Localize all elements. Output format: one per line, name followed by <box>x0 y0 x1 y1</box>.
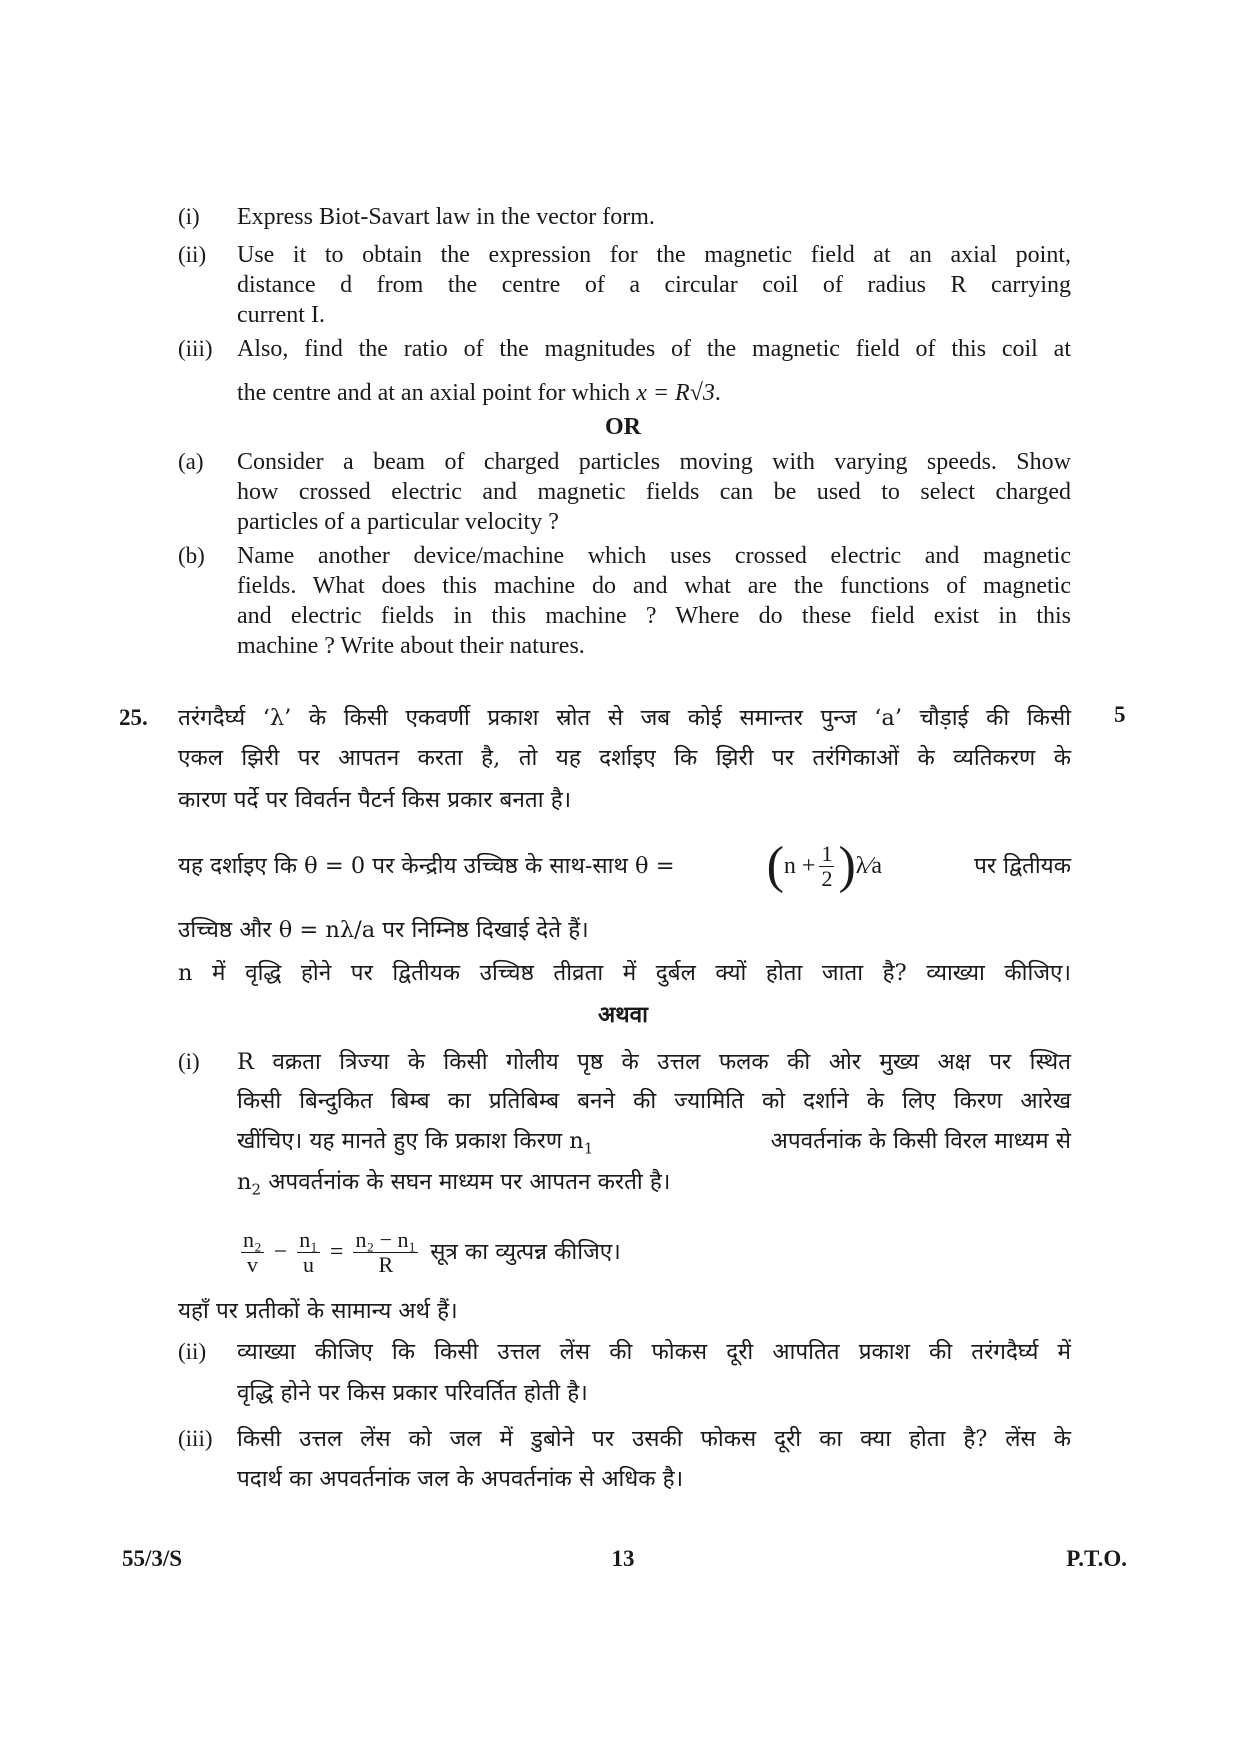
text: पर द्वितीयक <box>974 853 1071 879</box>
denominator: v <box>246 1251 258 1277</box>
math-expression <box>766 837 883 894</box>
question-text: किसी उत्तल लेंस को जल में डुबोने पर उसकी फोकस दूरी का क्या होता है? लेंस के <box>237 1426 1071 1452</box>
denominator: 2 <box>821 865 833 891</box>
text: . <box>714 380 721 406</box>
operator: = <box>329 1239 344 1265</box>
text <box>237 1126 593 1164</box>
text: सूत्र का व्युत्पन्न कीजिए। <box>430 1239 621 1265</box>
text: अपवर्तनांक के किसी विरल माध्यम से <box>770 1128 1071 1154</box>
question-text: current I. <box>237 302 325 328</box>
item-label-iii: (iii) <box>178 1426 213 1451</box>
fraction <box>241 1228 264 1277</box>
item-label-i: (i) <box>178 204 200 229</box>
item-label-ii: (ii) <box>178 242 207 267</box>
question-text <box>237 1126 1071 1164</box>
operator: − <box>273 1239 288 1265</box>
numerator: 1 <box>821 840 833 866</box>
equation-line <box>237 1224 621 1280</box>
fraction <box>819 842 834 891</box>
question-text: and electric fields in this machine ? Where do these field exist in this <box>237 603 1071 629</box>
question-text: how crossed electric and magnetic fields can be used to select charged <box>237 479 1071 505</box>
text: खींचिए। यह मानते हुए कि प्रकाश किरण n <box>237 1128 584 1154</box>
subscript: 2 <box>251 1180 262 1199</box>
question-text: वृद्धि होने पर किस प्रकार परिवर्तित होती है। <box>237 1380 588 1406</box>
numerator: n₂ − n₁ <box>355 1226 417 1252</box>
math-term: n + <box>783 853 816 879</box>
item-label-i: (i) <box>178 1049 200 1074</box>
paper-code: 55/3/S <box>122 1546 183 1571</box>
question-text: एकल झिरी पर आपतन करता है, तो यह दर्शाइए कि झिरी पर तरंगिकाओं के व्यतिकरण के <box>178 745 1071 771</box>
question-text: यहाँ पर प्रतीकों के सामान्य अर्थ हैं। <box>178 1298 458 1324</box>
question-text: Also, find the ratio of the magnitudes of the magnetic field of this coil at <box>237 336 1071 362</box>
question-text: व्याख्या कीजिए कि किसी उत्तल लेंस की फोकस दूरी आपतित प्रकाश की तरंगदैर्घ्य में <box>237 1339 1071 1365</box>
or-divider: अथवा <box>598 1002 648 1028</box>
question-text: कारण पर्दे पर विवर्तन पैटर्न किस प्रकार बनता है। <box>178 787 572 813</box>
formula-line <box>178 836 1071 896</box>
question-text: पदार्थ का अपवर्तनांक जल के अपवर्तनांक से अधिक है। <box>237 1466 684 1492</box>
question-text: R वक्रता त्रिज्या के किसी गोलीय पृष्ठ के उत्तल फलक की ओर मुख्य अक्ष पर स्थित <box>237 1049 1071 1075</box>
denominator: R <box>378 1251 394 1277</box>
question-text <box>237 378 721 408</box>
question-text <box>237 1167 670 1205</box>
question-text: तरंगदैर्घ्य ‘λ’ के किसी एकवर्णी प्रकाश स्रोत से जब कोई समान्तर पुन्ज ‘a’ चौड़ाई की किसी <box>178 705 1071 731</box>
text: the centre and at an axial point for which <box>237 380 631 406</box>
math-term: λ⁄a <box>855 853 883 879</box>
question-text: particles of a particular velocity ? <box>237 509 559 535</box>
paren-close: ) <box>838 837 856 894</box>
paren-open: ( <box>766 837 784 894</box>
marks: 5 <box>1114 702 1126 727</box>
please-turn-over: P.T.O. <box>1066 1546 1127 1571</box>
text: n <box>237 1169 252 1195</box>
numerator: n₂ <box>243 1226 262 1252</box>
question-text: Name another device/machine which uses crossed electric and magnetic <box>237 543 1071 569</box>
page-number: 13 <box>611 1546 635 1571</box>
question-text: machine ? Write about their natures. <box>237 633 585 659</box>
text: यह दर्शाइए कि θ = 0 पर केन्द्रीय उच्चिष्ठ के साथ-साथ θ = <box>178 853 675 879</box>
item-label-a: (a) <box>178 449 204 474</box>
question-text: किसी बिन्दुकित बिम्ब का प्रतिबिम्ब बनने की ज्यामिति को दर्शाने के लिए किरण आरेख <box>237 1088 1071 1114</box>
question-text: Consider a beam of charged particles moving with varying speeds. Show <box>237 449 1071 475</box>
numerator: n₁ <box>299 1226 318 1252</box>
denominator: u <box>303 1251 315 1277</box>
question-text: n में वृद्धि होने पर द्वितीयक उच्चिष्ठ तीव्रता में दुर्बल क्यों होता जाता है? व्याख्या कीजिए। <box>178 960 1071 986</box>
math-expression: x = R√3 <box>636 380 715 406</box>
fraction <box>353 1228 418 1277</box>
question-text: fields. What does this machine do and what are the functions of magnetic <box>237 573 1071 599</box>
fraction <box>297 1228 320 1277</box>
question-text: Use it to obtain the expression for the magnetic field at an axial point, <box>237 242 1071 268</box>
subscript: 1 <box>583 1139 594 1158</box>
item-label-ii: (ii) <box>178 1339 207 1364</box>
question-text: distance d from the centre of a circular coil of radius R carrying <box>237 272 1071 298</box>
question-text: उच्चिष्ठ और θ = nλ/a पर निम्निष्ठ दिखाई देते हैं। <box>178 917 589 943</box>
item-label-iii: (iii) <box>178 336 213 361</box>
question-number: 25. <box>119 705 148 730</box>
question-text: Express Biot-Savart law in the vector form. <box>237 204 655 230</box>
item-label-b: (b) <box>178 543 205 568</box>
or-divider: OR <box>605 414 641 440</box>
text: अपवर्तनांक के सघन माध्यम पर आपतन करती है। <box>261 1169 671 1195</box>
